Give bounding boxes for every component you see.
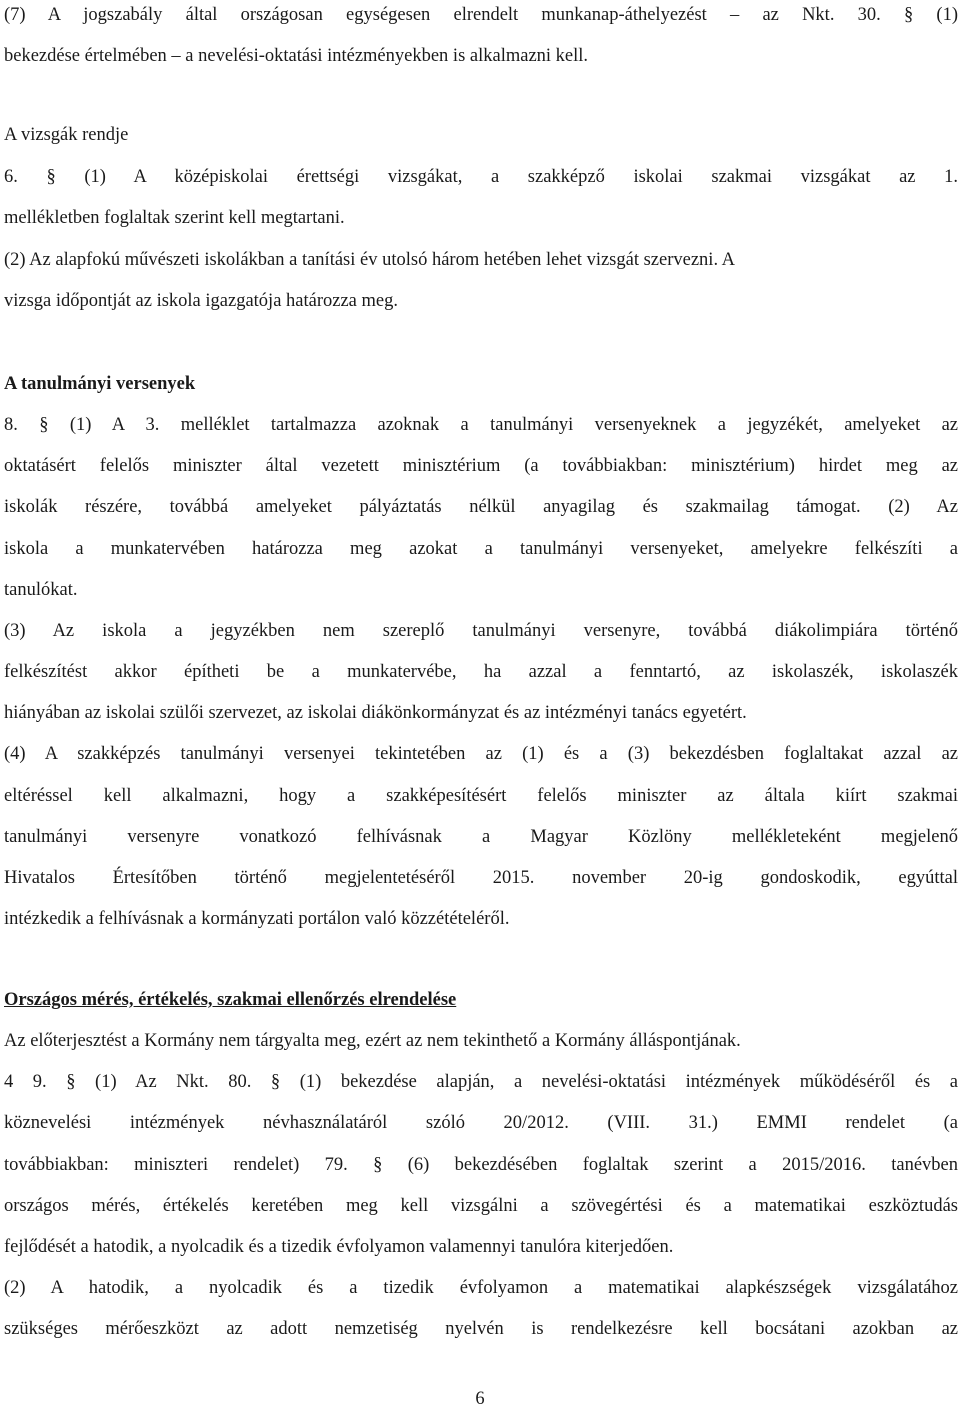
text-line: 4 9. § (1) Az Nkt. 80. § (1) bekezdése alapján, a nevelési-oktatási intézmények működéséről és a — [4, 1072, 958, 1092]
text-line: (7) A jogszabály által országosan egységesen elrendelt munkanap-áthelyezést – az Nkt. 30. § (1) — [4, 5, 958, 25]
text-line: tanulmányi versenyre vonatkozó felhívásnak a Magyar Közlöny mellékleteként megjelenő — [4, 827, 958, 847]
text-line: hiányában az iskolai szülői szervezet, az iskolai diákönkormányzat és az intézményi tanács egyetért. — [4, 703, 747, 723]
text-line: eltéréssel kell alkalmazni, hogy a szakképesítésért felelős miniszter az általa kiírt szakmai — [4, 786, 958, 806]
text-line: fejlődését a hatodik, a nyolcadik és a tizedik évfolyamon valamennyi tanulóra kiterjedően. — [4, 1237, 674, 1257]
text-line: 6. § (1) A középiskolai érettségi vizsgákat, a szakképző iskolai szakmai vizsgákat az 1. — [4, 167, 958, 187]
text-line: oktatásért felelős miniszter által vezetett minisztérium (a továbbiakban: minisztérium) hirdet meg az — [4, 456, 958, 476]
text-line: továbbiakban: miniszteri rendelet) 79. § (6) bekezdésében foglaltak szerint a 2015/2016. tanévben — [4, 1155, 958, 1175]
section-heading: Országos mérés, értékelés, szakmai ellenőrzés elrendelése — [4, 990, 457, 1010]
text-line: tanulókat. — [4, 580, 78, 600]
text-line: (3) Az iskola a jegyzékben nem szereplő tanulmányi versenyre, továbbá diákolimpiára történő — [4, 621, 958, 641]
text-line: szükséges mérőeszközt az adott nemzetiség nyelvén is rendelkezésre kell bocsátani azokban az — [4, 1319, 958, 1339]
text-line: mellékletben foglaltak szerint kell megtartani. — [4, 208, 345, 228]
text-line: (4) A szakképzés tanulmányi versenyei tekintetében az (1) és a (3) bekezdésben foglaltakat azzal az — [4, 744, 958, 764]
text-line: köznevelési intézmények névhasználatáról szóló 20/2012. (VIII. 31.) EMMI rendelet (a — [4, 1113, 958, 1133]
text-line: vizsga időpontját az iskola igazgatója határozza meg. — [4, 291, 398, 311]
text-line: országos mérés, értékelés keretében meg kell vizsgálni a szövegértési és a matematikai eszköztudás — [4, 1196, 958, 1216]
section-heading: A vizsgák rendje — [4, 125, 129, 145]
text-line: (2) A hatodik, a nyolcadik és a tizedik évfolyamon a matematikai alapkészségek vizsgálatához — [4, 1278, 958, 1298]
text-line: iskola a munkatervében határozza meg azokat a tanulmányi versenyeket, amelyekre felkészíti a — [4, 539, 958, 559]
text-line: intézkedik a felhívásnak a kormányzati portálon való közzétételéről. — [4, 909, 510, 929]
text-line: 8. § (1) A 3. melléklet tartalmazza azoknak a tanulmányi versenyeknek a jegyzékét, amelyeket az — [4, 415, 958, 435]
page-number: 6 — [475, 1389, 485, 1409]
text-line: (2) Az alapfokú művészeti iskolákban a tanítási év utolsó három hetében lehet vizsgát szervezni. A — [4, 250, 736, 270]
text-line: bekezdése értelmében – a nevelési-oktatási intézményekben is alkalmazni kell. — [4, 46, 589, 66]
text-line: Hivatalos Értesítőben történő megjelentetéséről 2015. november 20-ig gondoskodik, egyúttal — [4, 868, 958, 888]
text-line: iskolák részére, továbbá amelyeket pályáztatás nélkül anyagilag és szakmailag támogat. (2) Az — [4, 497, 958, 517]
text-line: Az előterjesztést a Kormány nem tárgyalta meg, ezért az nem tekinthető a Kormány álláspontjának. — [4, 1031, 741, 1051]
section-heading: A tanulmányi versenyek — [4, 374, 196, 394]
text-line: felkészítést akkor építheti be a munkatervébe, ha azzal a fenntartó, az iskolaszék, iskolaszék — [4, 662, 958, 682]
